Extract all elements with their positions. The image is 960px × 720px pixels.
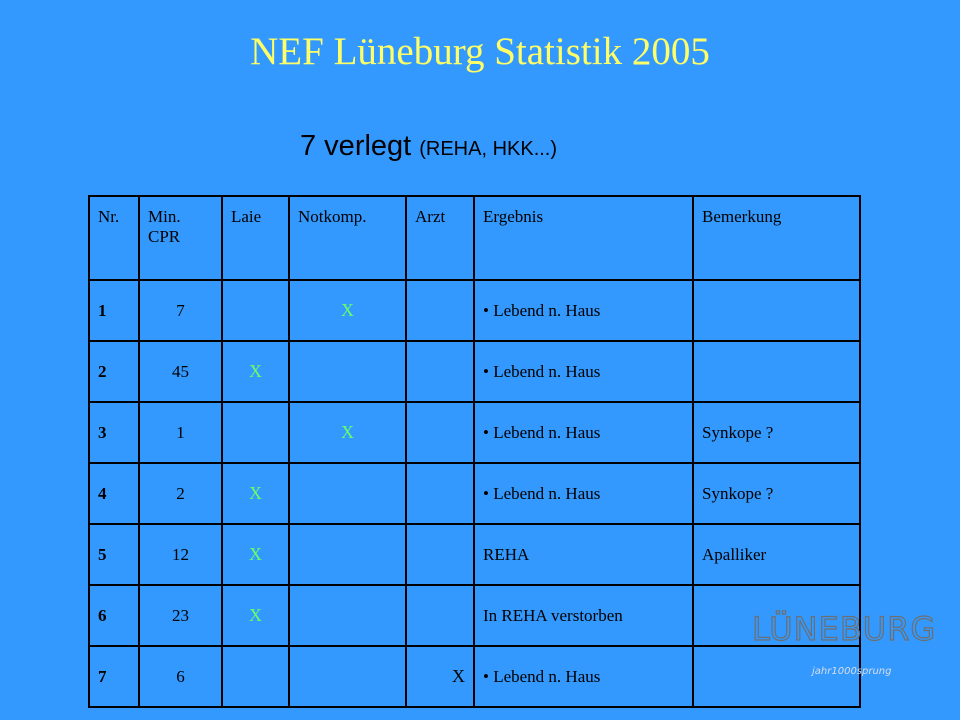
cell-min-cpr [139, 585, 222, 646]
cell-ergebnis-text: • Lebend n. Haus [483, 483, 601, 503]
cell-min-cpr-text: 12 [172, 544, 189, 564]
checkmark-x: X [249, 483, 262, 503]
cell-notkomp [289, 585, 406, 646]
cell-bemerkung-text: Synkope ? [702, 422, 774, 442]
table-row [89, 524, 860, 585]
cell-bemerkung [693, 341, 860, 402]
statistics-table [88, 195, 861, 708]
header-nr: Nr. [89, 196, 139, 280]
cell-arzt [406, 463, 474, 524]
cell-min-cpr-text: 1 [176, 422, 185, 442]
slide-title: NEF Lüneburg Statistik 2005 [250, 30, 710, 73]
cell-bemerkung [693, 402, 860, 463]
cell-bemerkung-text: Apalliker [702, 544, 767, 564]
cell-bemerkung [693, 280, 860, 341]
cell-nr [89, 402, 139, 463]
cell-nr [89, 280, 139, 341]
cell-nr-text: 5 [98, 544, 107, 564]
checkmark-x: X [249, 605, 262, 625]
cell-ergebnis [474, 585, 693, 646]
checkmark-x: X [341, 300, 354, 320]
cell-nr-text: 4 [98, 483, 107, 503]
slide-subtitle [300, 130, 557, 163]
cell-min-cpr-text: 23 [172, 605, 189, 625]
subtitle-main: 7 verlegt [300, 130, 412, 162]
checkmark-x: X [341, 422, 354, 442]
cell-laie [222, 585, 289, 646]
cell-nr-text: 6 [98, 605, 107, 625]
checkmark-x: X [452, 666, 465, 686]
cell-laie [222, 402, 289, 463]
cell-ergebnis [474, 341, 693, 402]
cell-ergebnis [474, 524, 693, 585]
cell-ergebnis-text: • Lebend n. Haus [483, 361, 601, 381]
cell-bemerkung-text: Synkope ? [702, 483, 774, 503]
table-row [89, 585, 860, 646]
lueneburg-logo [752, 608, 937, 688]
cell-arzt [406, 646, 474, 707]
cell-bemerkung [693, 463, 860, 524]
cell-nr-text: 2 [98, 361, 107, 381]
cell-ergebnis [474, 402, 693, 463]
cell-min-cpr-text: 45 [172, 361, 189, 381]
table-row [89, 646, 860, 707]
cell-laie [222, 341, 289, 402]
checkmark-x: X [249, 544, 262, 564]
cell-ergebnis-text: • Lebend n. Haus [483, 300, 601, 320]
cell-nr [89, 341, 139, 402]
cell-arzt [406, 280, 474, 341]
cell-notkomp [289, 524, 406, 585]
cell-nr [89, 646, 139, 707]
cell-nr-text: 3 [98, 422, 107, 442]
table-header-row [89, 196, 860, 280]
cell-min-cpr [139, 646, 222, 707]
cell-min-cpr-text: 6 [176, 666, 185, 686]
cell-notkomp [289, 341, 406, 402]
logo-tagline: jahr1000sprung [812, 666, 892, 677]
table-row [89, 402, 860, 463]
cell-ergebnis-text: REHA [483, 544, 530, 564]
header-min-cpr: Min. CPR [139, 196, 222, 280]
cell-nr [89, 524, 139, 585]
header-bemerkung: Bemerkung [693, 196, 860, 280]
cell-laie [222, 524, 289, 585]
cell-notkomp [289, 402, 406, 463]
cell-arzt [406, 524, 474, 585]
cell-min-cpr [139, 280, 222, 341]
header-notkomp: Notkomp. [289, 196, 406, 280]
header-arzt: Arzt [406, 196, 474, 280]
subtitle-note: (REHA, HKK...) [419, 138, 558, 160]
cell-ergebnis [474, 463, 693, 524]
logo-wordmark: LÜNEBURG [752, 610, 937, 648]
cell-min-cpr [139, 341, 222, 402]
table-row [89, 280, 860, 341]
cell-ergebnis-text: • Lebend n. Haus [483, 422, 601, 442]
cell-arzt [406, 402, 474, 463]
table-row [89, 341, 860, 402]
header-ergebnis: Ergebnis [474, 196, 693, 280]
cell-laie [222, 646, 289, 707]
cell-min-cpr [139, 524, 222, 585]
cell-laie [222, 463, 289, 524]
header-laie: Laie [222, 196, 289, 280]
cell-laie [222, 280, 289, 341]
cell-nr [89, 463, 139, 524]
cell-notkomp [289, 646, 406, 707]
cell-notkomp [289, 463, 406, 524]
cell-nr-text: 7 [98, 666, 107, 686]
cell-nr-text: 1 [98, 300, 107, 320]
checkmark-x: X [249, 361, 262, 381]
cell-ergebnis-text: In REHA verstorben [483, 605, 623, 625]
cell-min-cpr [139, 402, 222, 463]
cell-min-cpr-text: 7 [176, 300, 185, 320]
cell-min-cpr [139, 463, 222, 524]
cell-ergebnis-text: • Lebend n. Haus [483, 666, 601, 686]
cell-notkomp [289, 280, 406, 341]
cell-nr [89, 585, 139, 646]
cell-ergebnis [474, 646, 693, 707]
table-row [89, 463, 860, 524]
cell-arzt [406, 585, 474, 646]
cell-ergebnis [474, 280, 693, 341]
cell-min-cpr-text: 2 [176, 483, 185, 503]
cell-arzt [406, 341, 474, 402]
cell-bemerkung [693, 524, 860, 585]
